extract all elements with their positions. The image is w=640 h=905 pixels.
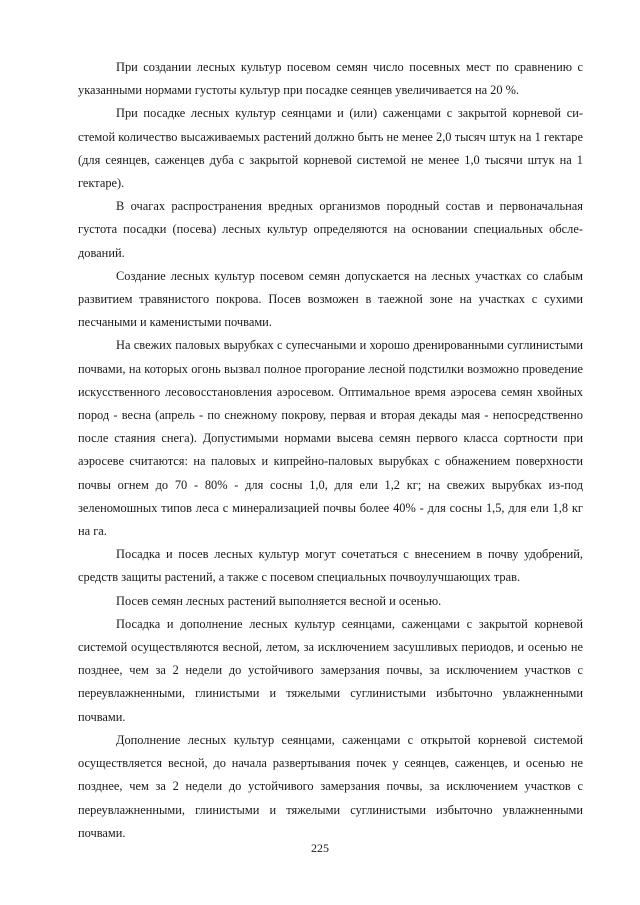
paragraph-pest-foci: В очагах распространения вредных организмов породный состав и первоначальная густота посадки (посева) лесных культур определяются на основании специальных обследований.	[78, 199, 583, 260]
paragraph-closed-root-season: Посадка и дополнение лесных культур сеянцами, саженцами с закрытой корневой системой осуществляются весной, летом, за исключением засушливых периодов, и осенью не позднее, чем за 2 недели до устойчивого замерзания почвы, за исключением участков с переувлажненными, глинистыми и тяжелыми суглинистыми избыточно увлажненными почвами.	[78, 616, 583, 724]
paragraph-open-root-season: Дополнение лесных культур сеянцами, саженцами с открытой корневой системой осуществляется весной, до начала развертывания почек у сеянцев, саженцев, и осенью не позднее, чем за 2 недели до устойчивого замерзания почвы, за исключением участков с переувлажненными, глинистыми и тяжелыми суглинистыми избыточно увлажненными почвами.	[78, 732, 583, 840]
paragraph-seed-sowing-sites: Создание лесных культур посевом семян допускается на лесных участках со слабым развитием травянистого покрова. Посев возможен в таежной зоне на участках с сухими песчаными и каменистыми почвами.	[78, 268, 583, 330]
page-number: 225	[311, 841, 329, 855]
paragraph-closed-root-planting: При посадке лесных культур сеянцами и (или) саженцами с закрытой корневой системой количество высаживаемых растений должно быть не менее 2,0 тысяч штук на 1 гектаре (для сеянцев, саженцев дуба с закрытой корневой системой не менее 1,0 тысячи штук на 1 гектаре).	[78, 106, 583, 191]
document-page	[78, 56, 583, 845]
paragraph-sowing-norms: При создании лесных культур посевом семян число посевных мест по сравнению с указанными нормами густоты культур при посадке сеянцев увеличивается на 20 %.	[78, 60, 583, 98]
paragraph-fertilizers: Посадка и посев лесных культур могут сочетаться с внесением в почву удобрений, средств защиты растений, а также с посевом специальных почвоулучшающих трав.	[78, 547, 583, 585]
paragraph-sowing-season: Посев семян лесных растений выполняется весной и осенью.	[116, 593, 442, 608]
paragraph-aerial-seeding: На свежих паловых вырубках с супесчаными и хорошо дренированными суглинистыми почвами, на которых огонь вызвал полное прогорание лесной подстилки возможно проведение искусственного лесовосстановления аэросевом. Оптимальное время аэросева семян хвойных пород - весна (апрель - по снежному покрову, первая и вторая декады мая - непосредственно после стаяния снега). Допустимыми нормами высева семян первого класса сортности при аэросеве считаются: на паловых и кипрейно-паловых вырубках с обнажением поверхности почвы огнем до 70 - 80% - для сосны 1,0, для ели 1,2 кг; на свежих вырубках из-под зеленомошных типов леса с минерализацией почвы более 40% - для сосны 1,5, для ели 1,8 кг на га.	[78, 338, 583, 539]
